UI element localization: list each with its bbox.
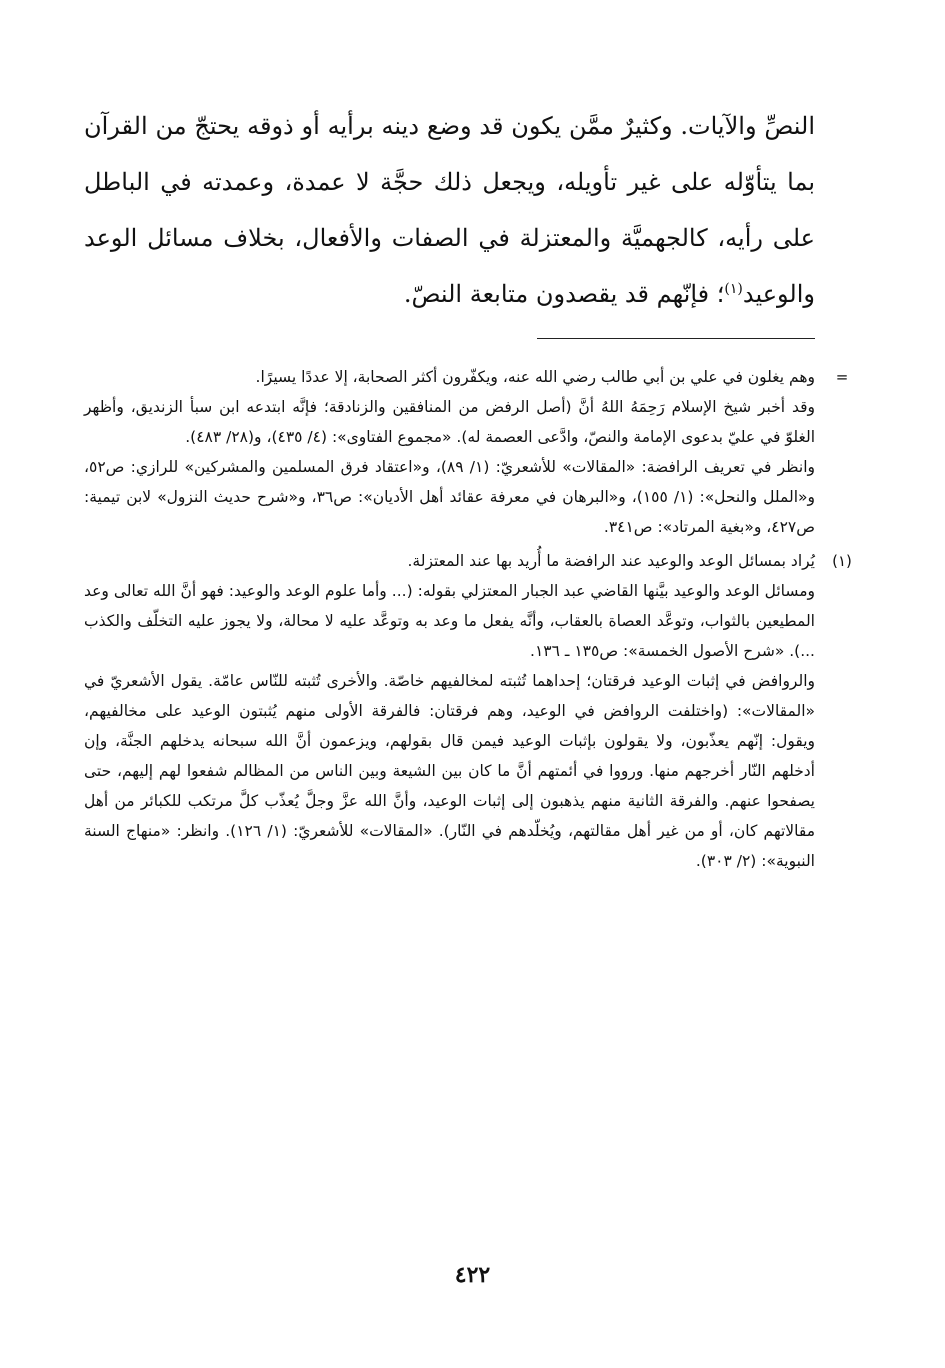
main-paragraph-end: ؛ فإنّهم قد يقصدون متابعة النصّ. [403,280,725,308]
footnote-paragraph: والروافض في إثبات الوعيد فرقتان؛ إحداهما تُثبته لمخالفيهم خاصّة. والأخرى تُثبته للنّاس عامّة. يقول الأشعريّ في «المقالات»: (واختلفت الروافض في الوعيد، وهم فرقتان: فالفرقة الأولى منهم يُثبتون الوعيد على مخالفيهم، ويقول: إنّهم يعذّبون، ولا يقولون بإثبات الوعيد فيمن قال بقولهم، ويزعمون أنَّ الله سبحانه يدخلهم الجنَّة، وإن أدخلهم النّار أخرجهم منها. ورووا في أئمتهم أنَّ ما كان بين الشيعة وبين الناس من المظالم شفعوا لهم إليهم، حتى يصفحوا عنهم. والفرقة الثانية منهم يذهبون إلى إثبات الوعيد، وأنَّ الله عزَّ وجلَّ يُعذّب كلَّ مرتكب للكبائر من أهل مقالاتهم كان، أو من غير أهل مقالتهم، ويُخلّدهم في النّار). «المقالات» للأشعريّ: (١/ ١٢٦). وانظر: «منهاج السنة النبوية»: (٢/ ٣٠٣). [84,672,815,870]
footnotes-section [84,362,852,880]
main-paragraph [84,98,815,322]
footnote-continuation [84,362,849,542]
main-paragraph-text: النصِّ والآيات. وكثيرٌ ممَّن يكون قد وضع دينه برأيه أو ذوقه يحتجّ من القرآن بما يتأوّله على غير تأويله، ويجعل ذلك حجَّة لا عمدة، وعمدته في الباطل على رأيه، كالجهميَّة والمعتزلة في الصفات والأفعال، بخلاف مسائل الوعد والوعيد [84,112,815,308]
footnote-paragraph: وهم يغلون في علي بن أبي طالب رضي الله عنه، ويكفّرون أكثر الصحابة، إلا عددًا يسيرًا. [255,368,815,386]
page-number: ٤٢٢ [454,1262,491,1288]
footnote-paragraph: ومسائل الوعد والوعيد بيَّنها القاضي عبد الجبار المعتزلي بقوله: (... وأما علوم الوعد والوعيد: فهو أنَّ الله تعالى وعد المطيعين بالثواب، وتوعَّد العصاة بالعقاب، وأنَّه يفعل ما وعد به وتوعَّد عليه لا محالة، ولا يجوز عليه التخلّف والكذب ...). «شرح الأصول الخمسة»: ص١٣٥ ـ ١٣٦. [84,582,815,660]
footnote-paragraph: وقد أخبر شيخ الإسلام رَحِمَهُ اللهُ أنَّ (أصل الرفض من المنافقين والزنادقة؛ فإنَّه ابتدعه ابن سبأ الزنديق، وأظهر الغلوّ في عليّ بدعوى الإمامة والنصّ، وادَّعى العصمة له). «مجموع الفتاوى»: (٤/ ٤٣٥)، و(٢٨/ ٤٨٣). [84,398,815,446]
main-text [84,98,815,322]
footnote-1-marker: (١) [832,552,852,570]
footnote-paragraph: وانظر في تعريف الرافضة: «المقالات» للأشعريّ: (١/ ٨٩)، و«اعتقاد فرق المسلمين والمشركين» للرازي: ص٥٢، و«الملل والنحل»: (١/ ١٥٥)، و«البرهان في معرفة عقائد أهل الأديان»: ص٣٦، و«شرح حديث النزول» لابن تيمية: ص٤٢٧، و«بغية المرتاد»: ص٣٤١. [84,458,815,536]
footnote-reference[interactable]: (١) [724,281,743,297]
footnote-paragraph: يُراد بمسائل الوعد والوعيد عند الرافضة ما أُريد بها عند المعتزلة. [407,552,815,570]
continuation-marker: = [835,368,849,386]
footnote-1 [84,546,852,876]
footnote-separator [537,338,815,339]
